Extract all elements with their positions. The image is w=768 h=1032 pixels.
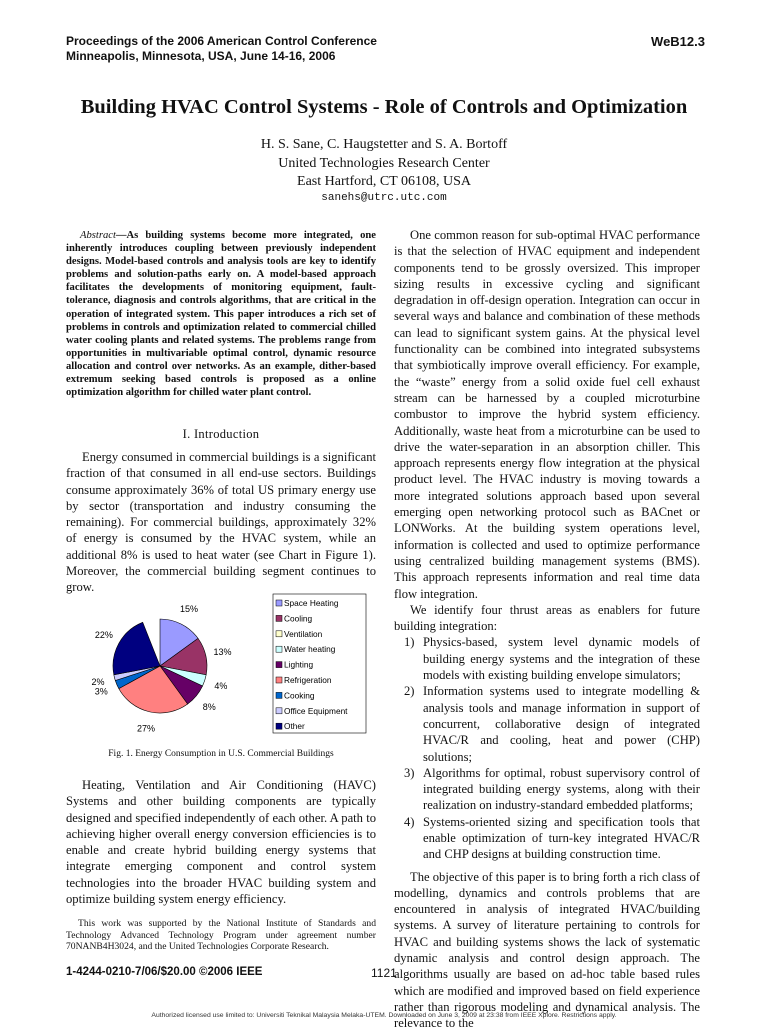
energy-pie-chart [85,592,385,742]
pie-data-label: 4% [214,680,228,691]
paper-title: Building HVAC Control Systems - Role of Controls and Optimization [80,96,688,118]
legend-swatch [276,631,282,637]
abstract-dash: — [115,230,127,241]
funding-footnote: This work was supported by the National Institute of Standards and Technology Advanced Technology Program under agreement number 70NANB4H3024, and the United Technologies Corporate Research. [66,918,376,953]
list-item: 1) Physics-based, system level dynamic models of building energy systems and the integration of these models with existing building envelope simulators; [404,635,700,683]
legend-label: Water heating [284,644,336,655]
legend-label: Office Equipment [284,705,348,716]
legend-swatch [276,677,282,683]
right-paragraph-2: We identify four thrust areas as enablers for future building integration: [394,602,700,634]
legend-label: Other [284,721,305,732]
intro-paragraph-2: Heating, Ventilation and Air Conditioning (HAVC) Systems and other building components are typically designed and specified independently of each other. A path to achieving higher overall energy conversion efficiencies is to enable and create hybrid building energy systems that integrate emerging component and control system technologies into the broader HVAC building system and optimize building system energy efficiency. [66,778,376,907]
footer-isbn: 1-4244-0210-7/06/$20.00 ©2006 IEEE [66,966,263,978]
author-affiliation: United Technologies Research Center [278,155,490,171]
list-item: 4) Systems-oriented sizing and specification tools that enable optimization of turn-key integrated HVAC/R and CHP designs at building construction time. [404,814,700,862]
legend-swatch [276,708,282,714]
author-block [0,136,768,192]
pie-data-label: 27% [137,723,156,734]
abstract-label: Abstract [80,230,116,241]
pie-slice-other [113,622,160,675]
thrust-areas-list [394,634,700,862]
pie-data-label: 15% [180,603,199,614]
right-paragraph-3: The objective of this paper is to bring forth a rich class of modelling, dynamics and controls problems that are encountered in analysis of integrated HVAC/building systems. A survey of literature pertaining to controls for HVAC and building systems shows the lack of systematic dynamic analysis and control design approach. The algorithms usually are based on ad-hoc table based rules which are modified and improved based on field experience rather than rigorous modeling and dynamical analysis. The relevance to the [394,869,700,1031]
pie-data-label: 3% [94,686,108,697]
figure-caption: Fig. 1. Energy Consumption in U.S. Commercial Buildings [108,749,334,759]
author-names: H. S. Sane, C. Haugstetter and S. A. Bortoff [260,137,508,152]
abstract-text: As building systems become more integrated, one inherently introduces coupling between previously independent designs. Model-based controls and analysis tools are key to identify problems and solution-paths early on. A model-based approach facilitates the developments of monitoring equipment, fault-tolerance, diagnosis and controls algorithms, that are critical in the operation of integrated system. This paper introduces a rich set of problems in controls and optimization related to commercial chilled water cooling plants and related systems. The problems range from opportunities in multivariable optimal control, dynamic resource allocation and control over networks. As an example, dither-based extremum seeking based controls is proposed as a online optimization algorithm for chilled water plant control. [66,230,376,399]
right-paragraph-1: One common reason for sub-optimal HVAC performance is that the selection of HVAC equipment and independent components tend to be grossly oversized. This improper sizing results in excessive cycling and significant degradation in off-design operation. Integration can occur in several ways and balance and combination of these methods can lead to significant system gains. At the physical level functionality can be combined into integrated subsystems that symbiotically improve overall efficiency. For example, the “waste” energy from a solid oxide fuel cell exhaust stream can be harnessed by a coupled microturbine combustor to improve the hybrid system efficiency. Additionally, waste heat from a microturbine can be used to drive the water-separation in an absorption chiller. This approach represents energy flow integration at the physical product level. The HVAC industry is moving towards a more integrated solutions approach based upon several emerging open networking protocol such as BACnet or LONWorks. At the building system operations level, information is collected and used to optimize performance using centralized building management systems (BMS). This approach represents information and real time data flow integration. [394,228,700,601]
legend-label: Cooling [284,613,313,624]
legend-swatch [276,600,282,606]
legend-swatch [276,615,282,621]
author-email: sanehs@utrc.utc.com [321,192,447,204]
right-column [394,227,700,1032]
list-item: 2) Information systems used to integrate modelling & analysis tools and manage information in support of concurrent, collaborative design of integrated HVAC/R and cooling, heat and power (CHP) solutions; [404,684,700,764]
intro-paragraph-1: Energy consumed in commercial buildings is a significant fraction of that consumed in all end-use sectors. Buildings consume approximately 36% of total US primary energy use by sector (transportation and industry consuming the remaining). For commercial buildings, approximately 32% of energy is consumed by the HVAC system, while an additional 8% is used to heat water (see Chart in Figure 1). Moreover, the commercial building segment continues to grow. [66,450,376,595]
pie-data-label: 13% [213,647,232,658]
conference-location: Minneapolis, Minnesota, USA, June 14-16, 2006 [66,49,336,63]
pie-data-label: 8% [202,701,216,712]
legend-swatch [276,723,282,729]
session-code: WeB12.3 [651,34,705,49]
legend-label: Cooking [284,690,315,701]
legend-swatch [276,646,282,652]
page-number: 1121 [371,966,397,980]
conference-title: Proceedings of the 2006 American Control Conference [66,34,377,48]
legend-label: Lighting [284,659,314,670]
list-item: 3) Algorithms for optimal, robust supervisory control of integrated building energy systems, along with their realization on industry-standard embedded platforms; [404,765,700,813]
conference-header [66,34,377,64]
author-address: East Hartford, CT 06108, USA [297,174,471,189]
legend-swatch [276,662,282,668]
legend-swatch [276,692,282,698]
legend-label: Space Heating [284,598,339,608]
legend-label: Ventilation [284,628,323,639]
pie-data-label: 22% [94,630,113,641]
abstract [66,229,376,399]
legend-label: Refrigeration [284,675,332,685]
section-heading-introduction: I. Introduction [182,427,260,441]
pie-data-label: 2% [91,676,105,687]
license-notice: Authorized licensed use limited to: Universiti Teknikal Malaysia Melaka-UTEM. Downloaded on June 3, 2009 at 23:38 from IEEE Xplore. Restrictions apply. [151,1012,617,1019]
